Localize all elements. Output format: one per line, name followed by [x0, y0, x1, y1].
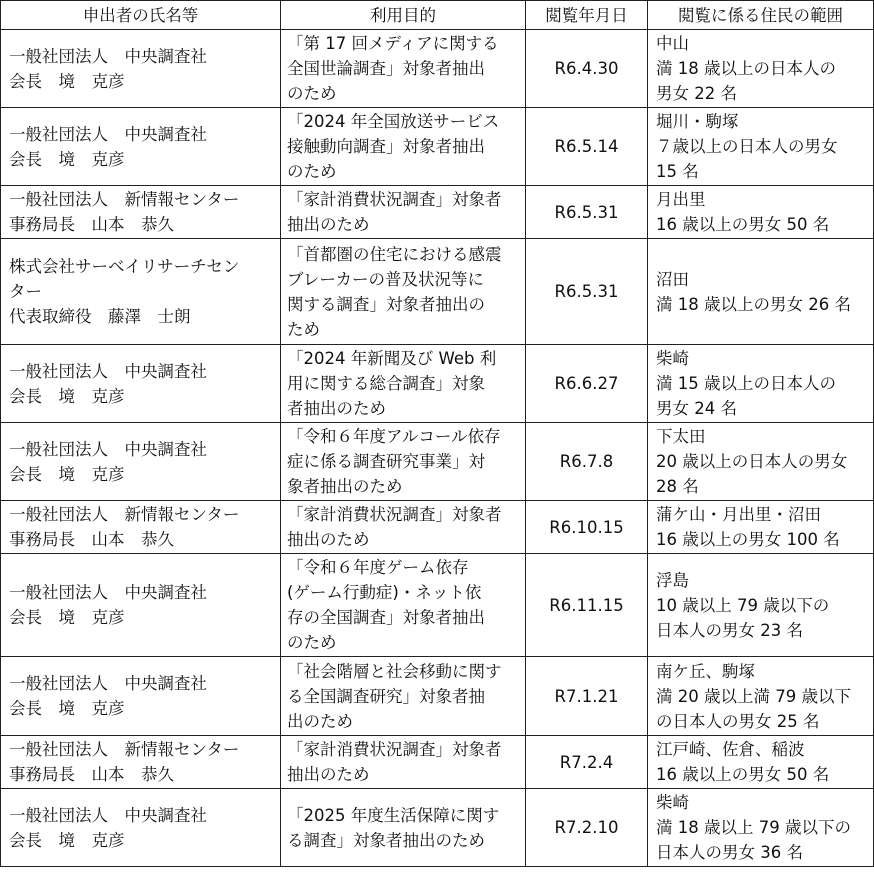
table-row	[1, 423, 874, 501]
applicant-cell-line: 一般社団法人 中央調査社	[9, 124, 207, 144]
applicant-cell-line: 会長 境 克彦	[9, 71, 125, 91]
table-row	[1, 736, 874, 789]
purpose-cell-line: 出のため	[287, 711, 353, 731]
header-purpose: 利用目的	[281, 1, 526, 30]
header-row	[1, 1, 874, 30]
date-cell: R6.6.27	[526, 345, 648, 423]
purpose-cell	[281, 30, 526, 108]
range-cell	[648, 345, 874, 423]
applicant-cell-line: 一般社団法人 中央調査社	[9, 583, 207, 602]
table-row	[1, 501, 874, 554]
date-cell: R7.2.10	[526, 789, 648, 867]
range-cell-line: 満 20 歳以上満 79 歳以下	[656, 686, 851, 706]
range-cell-line: 男女 24 名	[656, 399, 737, 418]
range-cell	[648, 239, 874, 345]
applicant-cell	[1, 186, 281, 239]
table-body	[1, 30, 874, 867]
table-row	[1, 30, 874, 108]
applicant-cell-line: 一般社団法人 新情報センター	[9, 740, 240, 759]
date-cell: R6.5.31	[526, 239, 648, 345]
applicant-cell-line: 会長 境 克彦	[9, 608, 125, 627]
purpose-cell-line: 「第 17 回メディアに関する	[287, 34, 499, 53]
range-cell	[648, 186, 874, 239]
range-cell-line: 満 18 歳以上 79 歳以下の	[656, 818, 851, 837]
range-cell	[648, 554, 874, 657]
range-cell-line: 満 15 歳以上の日本人の	[656, 374, 836, 393]
applicant-cell-line: 事務局長 山本 恭久	[9, 215, 174, 234]
purpose-cell-line: 接触動向調査」対象者抽出	[287, 137, 485, 156]
purpose-cell-line: 症に係る調査研究事業」対	[287, 452, 485, 471]
range-cell-line: 浮島	[656, 570, 689, 590]
purpose-cell	[281, 423, 526, 501]
date-cell: R7.2.4	[526, 736, 648, 789]
range-cell	[648, 657, 874, 736]
table-row	[1, 657, 874, 736]
header-date: 閲覧年月日	[526, 1, 648, 30]
applicant-cell-line: 一般社団法人 中央調査社	[9, 439, 207, 459]
applicant-cell-line: 一般社団法人 中央調査社	[9, 674, 207, 693]
applicant-cell	[1, 423, 281, 501]
applicant-cell	[1, 736, 281, 789]
purpose-cell-line: 「家計消費状況調査」対象者	[287, 740, 502, 759]
purpose-cell-line: のため	[287, 84, 337, 103]
applicant-cell-line: ター	[9, 282, 42, 301]
purpose-cell-line: 全国世論調査」対象者抽出	[287, 59, 485, 78]
purpose-cell-line: 「家計消費状況調査」対象者	[287, 190, 502, 209]
range-cell	[648, 423, 874, 501]
range-cell-line: 20 歳以上の日本人の男女	[656, 452, 848, 471]
purpose-cell-line: 抽出のため	[287, 215, 370, 234]
range-cell-line: の日本人の男女 25 名	[656, 711, 820, 731]
applicant-cell	[1, 239, 281, 345]
purpose-cell	[281, 501, 526, 554]
range-cell-line: ７歳以上の日本人の男女	[656, 137, 838, 156]
range-cell-line: 日本人の男女 23 名	[656, 620, 803, 640]
range-cell-line: 10 歳以上 79 歳以下の	[656, 595, 830, 615]
purpose-cell	[281, 789, 526, 867]
purpose-cell-line: 用に関する総合調査」対象	[287, 374, 485, 393]
range-cell-line: 堀川・駒塚	[656, 112, 739, 131]
date-cell: R6.11.15	[526, 554, 648, 657]
date-cell: R7.1.21	[526, 657, 648, 736]
applicant-cell	[1, 554, 281, 657]
applicant-cell-line: 会長 境 克彦	[9, 386, 125, 406]
purpose-cell-line: 「首都圏の住宅における感震	[287, 244, 502, 264]
purpose-cell-line: 「令和６年度ゲーム依存	[287, 558, 469, 577]
range-cell-line: 28 名	[656, 477, 699, 496]
range-cell-line: 中山	[656, 34, 689, 53]
applicant-cell	[1, 345, 281, 423]
range-cell	[648, 736, 874, 789]
range-cell-line: 満 18 歳以上の日本人の	[656, 59, 836, 78]
applicant-cell	[1, 657, 281, 736]
range-cell-line: 日本人の男女 36 名	[656, 843, 803, 862]
range-cell-line: 柴崎	[656, 793, 689, 812]
purpose-cell-line: 抽出のため	[287, 530, 370, 549]
purpose-cell	[281, 657, 526, 736]
range-cell-line: 16 歳以上の男女 100 名	[656, 530, 840, 549]
applicant-cell	[1, 30, 281, 108]
applicant-cell-line: 会長 境 克彦	[9, 464, 125, 484]
purpose-cell-line: る調査」対象者抽出のため	[287, 830, 485, 850]
applicant-cell-line: 事務局長 山本 恭久	[9, 765, 174, 784]
range-cell-line: 下太田	[656, 427, 706, 446]
purpose-cell	[281, 345, 526, 423]
date-cell: R6.10.15	[526, 501, 648, 554]
purpose-cell-line: 「2025 年度生活保障に関す	[287, 805, 500, 825]
range-cell-line: 江戸崎、佐倉、稲波	[656, 740, 805, 759]
table-row	[1, 554, 874, 657]
applicant-cell-line: 株式会社サーベイリサーチセン	[9, 257, 240, 276]
purpose-cell-line: 存の全国調査」対象者抽出	[287, 608, 485, 627]
purpose-cell	[281, 186, 526, 239]
purpose-cell	[281, 554, 526, 657]
table-row	[1, 239, 874, 345]
purpose-cell-line: のため	[287, 162, 337, 181]
range-cell-line: 柴崎	[656, 349, 689, 368]
range-cell-line: 16 歳以上の男女 50 名	[656, 765, 830, 784]
purpose-cell-line: ため	[287, 319, 320, 339]
applicant-cell-line: 一般社団法人 中央調査社	[9, 805, 207, 825]
applicant-cell-line: 会長 境 克彦	[9, 149, 125, 169]
purpose-cell-line: 「令和６年度アルコール依存	[287, 427, 501, 446]
table-row	[1, 108, 874, 186]
range-cell-line: 満 18 歳以上の男女 26 名	[656, 294, 851, 314]
header-range: 閲覧に係る住民の範囲	[648, 1, 874, 30]
purpose-cell-line: 者抽出のため	[287, 399, 386, 418]
range-cell-line: 男女 22 名	[656, 84, 737, 103]
date-cell: R6.7.8	[526, 423, 648, 501]
range-cell	[648, 30, 874, 108]
applicant-cell-line: 一般社団法人 中央調査社	[9, 46, 207, 66]
purpose-cell-line: 「社会階層と社会移動に関す	[287, 661, 502, 681]
applicant-cell-line: 一般社団法人 中央調査社	[9, 361, 207, 381]
purpose-cell-line: のため	[287, 633, 337, 652]
purpose-cell-line: る全国調査研究」対象者抽	[287, 686, 485, 706]
purpose-cell-line: 「家計消費状況調査」対象者	[287, 505, 502, 524]
table-row	[1, 345, 874, 423]
purpose-cell-line: 「2024 年新聞及び Web 利	[287, 349, 497, 368]
applicant-cell-line: 代表取締役 藤澤 士朗	[9, 307, 191, 326]
date-cell: R6.5.31	[526, 186, 648, 239]
range-cell-line: 沼田	[656, 269, 689, 289]
table-row	[1, 186, 874, 239]
purpose-cell-line: (ゲーム行動症)・ネット依	[287, 583, 482, 602]
purpose-cell	[281, 108, 526, 186]
applicant-cell-line: 会長 境 克彦	[9, 699, 125, 718]
table-row	[1, 789, 874, 867]
range-cell	[648, 108, 874, 186]
date-cell: R6.4.30	[526, 30, 648, 108]
header-applicant: 申出者の氏名等	[1, 1, 281, 30]
applicant-cell-line: 会長 境 克彦	[9, 830, 125, 850]
range-cell	[648, 501, 874, 554]
purpose-cell-line: ブレーカーの普及状況等に	[287, 269, 485, 289]
purpose-cell-line: 「2024 年全国放送サービス	[287, 112, 500, 131]
purpose-cell	[281, 239, 526, 345]
purpose-cell-line: 関する調査」対象者抽出の	[287, 294, 485, 314]
applicant-cell	[1, 501, 281, 554]
range-cell	[648, 789, 874, 867]
applicant-cell	[1, 108, 281, 186]
range-cell-line: 南ケ丘、駒塚	[656, 661, 755, 681]
purpose-cell	[281, 736, 526, 789]
range-cell-line: 15 名	[656, 162, 699, 181]
range-cell-line: 16 歳以上の男女 50 名	[656, 215, 830, 234]
range-cell-line: 月出里	[656, 190, 706, 209]
applicant-cell-line: 一般社団法人 新情報センター	[9, 190, 240, 209]
applicant-cell-line: 事務局長 山本 恭久	[9, 530, 174, 549]
table-header	[1, 1, 874, 30]
applicant-cell-line: 一般社団法人 新情報センター	[9, 505, 240, 524]
purpose-cell-line: 抽出のため	[287, 765, 370, 784]
applicant-cell	[1, 789, 281, 867]
date-cell: R6.5.14	[526, 108, 648, 186]
purpose-cell-line: 象者抽出のため	[287, 477, 403, 496]
range-cell-line: 蒲ケ山・月出里・沼田	[656, 505, 821, 524]
